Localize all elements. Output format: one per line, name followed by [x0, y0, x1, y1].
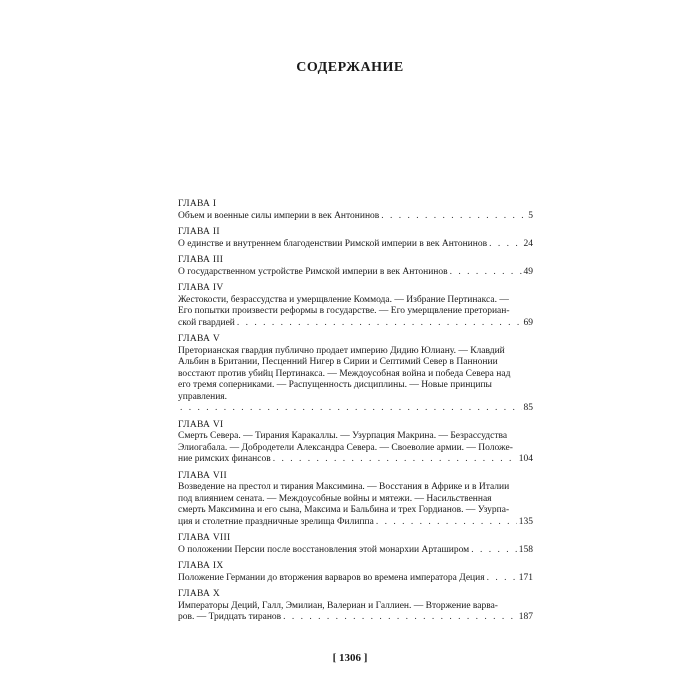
leader-dots [450, 267, 522, 279]
chapter-page-number: 187 [518, 612, 533, 622]
chapter-description-line: Возведение на престол и тирания Максимина. — Восстания в Африке и в Италии [178, 482, 510, 492]
toc-chapter [178, 561, 533, 584]
chapter-page-number: 24 [523, 238, 533, 249]
chapter-leader-line [178, 318, 533, 330]
chapter-entry [178, 573, 533, 585]
chapter-leader-line [178, 454, 533, 466]
chapter-description-line: Смерть Севера. — Тирания Каракаллы. — Узурпация Макрина. — Безрассудства [178, 431, 508, 441]
chapter-description-line: Жестокости, безрассудства и умерщвление Коммода. — Избрание Пертинакса. — [178, 294, 509, 305]
toc-chapter [178, 199, 533, 222]
chapter-entry [178, 267, 533, 279]
toc-chapter [178, 255, 533, 278]
chapter-description-line: Положение Германии до вторжения варваров во времена императора Деция [178, 572, 485, 583]
chapter-heading: ГЛАВА IV [178, 283, 224, 293]
chapter-heading: ГЛАВА II [178, 227, 220, 237]
toc-chapter [178, 334, 533, 415]
chapter-heading: ГЛАВА VII [178, 470, 227, 481]
chapter-page-number: 158 [518, 544, 533, 555]
chapter-page-number: 171 [518, 572, 533, 583]
chapter-description-line: смерть Максимина и его сына, Максима и Бальбина и трех Гордианов. — Узурпа- [178, 505, 510, 515]
chapter-description-line: ние римских финансов [178, 454, 271, 464]
chapter-description-line: Его попытки произвести реформы в государстве. — Его умерщвление преториан- [178, 306, 510, 316]
chapter-description-line: ской гвардией [178, 317, 235, 328]
leader-dots [273, 454, 517, 466]
leader-dots [471, 545, 517, 557]
chapter-page-number: 135 [518, 516, 533, 527]
chapter-heading: ГЛАВА VIII [178, 533, 231, 543]
chapter-leader-line [178, 267, 533, 279]
toc-chapter [178, 283, 533, 329]
chapter-heading: ГЛАВА IX [178, 561, 224, 571]
toc-chapter [178, 420, 533, 466]
chapter-description-line: его тремя соперниками. — Распущенность дисциплины. — Новые принципы [178, 380, 492, 390]
chapter-description-line: управления. [178, 391, 228, 402]
chapter-description-line: О единстве и внутреннем благоденствии Римской империи в век Антонинов [178, 238, 488, 249]
chapter-entry [178, 211, 533, 223]
chapter-description-line: О государственном устройстве Римской империи в век Антонинов [178, 266, 448, 277]
chapter-entry [178, 545, 533, 557]
chapter-description-line: Объем и военные силы империи в век Антонинов [178, 210, 380, 221]
chapter-heading: ГЛАВА X [178, 589, 221, 599]
chapter-page-number: 69 [523, 317, 533, 328]
leader-dots [283, 612, 517, 624]
table-of-contents [178, 199, 533, 629]
chapter-page-number: 85 [523, 403, 533, 413]
chapter-page-number: 104 [518, 454, 533, 464]
chapter-page-number: 5 [528, 210, 533, 221]
chapter-description-line: под влиянием сената. — Междоусобные войны и мятежи. — Насильственная [178, 493, 492, 504]
chapter-description-line: восстают против убийц Пертинакса. — Междоусобная война и победа Севера над [178, 368, 511, 379]
chapter-description-line: Альбин в Британии, Песценний Нигер в Сирии и Септимий Север в Паннонии [178, 357, 498, 367]
chapter-leader-line [178, 517, 533, 529]
page-title: СОДЕРЖАНИЕ [296, 60, 404, 75]
page-number-footer: [ 1306 ] [332, 652, 368, 664]
chapter-entry [178, 601, 533, 624]
chapter-leader-line [178, 239, 533, 251]
leader-dots [489, 239, 521, 251]
chapter-heading: ГЛАВА V [178, 334, 221, 344]
toc-chapter [178, 227, 533, 250]
chapter-leader-line [178, 211, 533, 223]
leader-dots [381, 211, 526, 223]
chapter-description-line: Преторианская гвардия публично продает империю Дидию Юлиану. — Клавдий [178, 345, 505, 356]
chapter-entry [178, 346, 533, 415]
chapter-leader-line [178, 545, 533, 557]
chapter-heading: ГЛАВА VI [178, 419, 224, 430]
chapter-description-line: Императоры Деций, Галл, Эмилиан, Валериан и Галлиен. — Вторжение варва- [178, 600, 498, 611]
leader-dots [376, 517, 517, 529]
chapter-page-number: 49 [523, 266, 533, 277]
chapter-entry [178, 482, 533, 528]
toc-chapter [178, 471, 533, 529]
chapter-entry [178, 239, 533, 251]
chapter-leader-line [178, 403, 533, 415]
chapter-heading: ГЛАВА I [178, 199, 217, 209]
chapter-leader-line [178, 612, 533, 624]
toc-chapter [178, 589, 533, 624]
chapter-entry [178, 295, 533, 330]
toc-chapter [178, 533, 533, 556]
chapter-description-line: ция и столетние праздничные зрелища Филиппа [178, 516, 374, 527]
chapter-description-line: ров. — Тридцать тиранов [178, 612, 282, 622]
leader-dots [180, 403, 522, 415]
chapter-description-line: О положении Персии после восстановления этой монархии Арташиром [178, 544, 470, 555]
chapter-heading: ГЛАВА III [178, 255, 224, 265]
leader-dots [487, 573, 517, 585]
chapter-leader-line [178, 573, 533, 585]
chapter-entry [178, 431, 533, 466]
leader-dots [237, 318, 522, 330]
chapter-description-line: Элиогабала. — Добродетели Александра Севера. — Своеволие армии. — Положе- [178, 442, 513, 453]
